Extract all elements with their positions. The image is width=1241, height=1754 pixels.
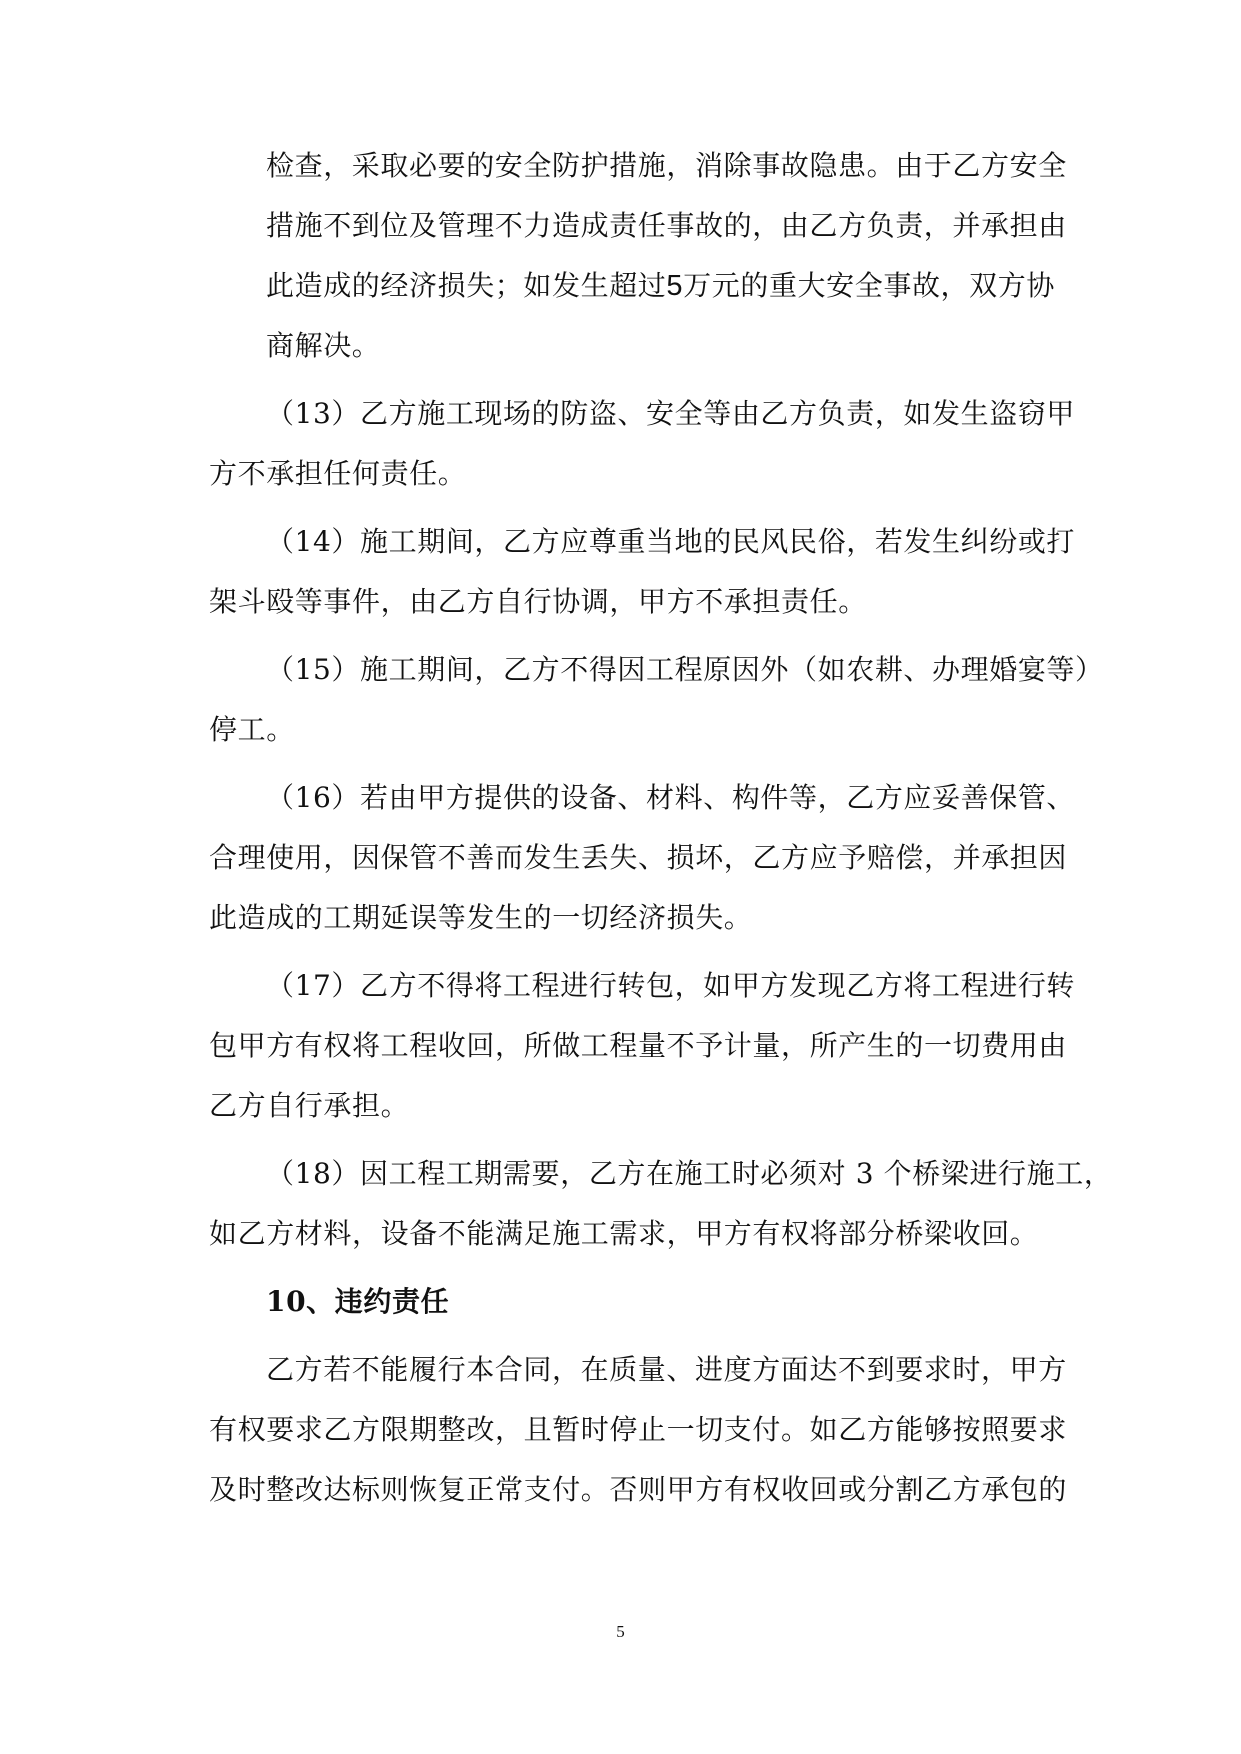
text-line: 有权要求乙方限期整改，且暂时停止一切支付。如乙方能够按照要求 xyxy=(209,1413,1068,1446)
text-line: 停工。 xyxy=(209,713,295,746)
text-line: 检查，采取必要的安全防护措施，消除事故隐患。由于乙方安全 xyxy=(266,149,1067,182)
text-line xyxy=(266,269,1055,303)
text-line: 包甲方有权将工程收回，所做工程量不予计量，所产生的一切费用由 xyxy=(209,1029,1068,1062)
text-line: 架斗殴等事件，由乙方自行协调，甲方不承担责任。 xyxy=(209,585,867,618)
clause-13-line: （13）乙方施工现场的防盗、安全等由乙方负责，如发生盗窃甲 xyxy=(266,397,1076,430)
text-line: 乙方若不能履行本合同，在质量、进度方面达不到要求时，甲方 xyxy=(266,1353,1067,1386)
clause-17-line: （17）乙方不得将工程进行转包，如甲方发现乙方将工程进行转 xyxy=(266,969,1076,1002)
page-number: 5 xyxy=(616,1622,625,1641)
text-line: 合理使用，因保管不善而发生丢失、损坏，乙方应予赔偿，并承担因 xyxy=(209,841,1068,874)
text-segment: 万元的重大安全事故，双方协 xyxy=(683,269,1055,302)
clause-15-line: （15）施工期间，乙方不得因工程原因外（如农耕、办理婚宴等） xyxy=(266,653,1104,686)
amount-number: 5 xyxy=(666,270,684,302)
text-line: 如乙方材料，设备不能满足施工需求，甲方有权将部分桥梁收回。 xyxy=(209,1217,1039,1250)
section-heading: 10、违约责任 xyxy=(266,1285,450,1318)
text-segment: 此造成的经济损失；如发生超过 xyxy=(266,269,667,302)
clause-14-line: （14）施工期间，乙方应尊重当地的民风民俗，若发生纠纷或打 xyxy=(266,525,1076,558)
text-line: 此造成的工期延误等发生的一切经济损失。 xyxy=(209,901,753,934)
text-line: 乙方自行承担。 xyxy=(209,1089,410,1122)
clause-18-line: （18）因工程工期需要，乙方在施工时必须对 3 个桥梁进行施工， xyxy=(266,1157,1113,1190)
text-line: 措施不到位及管理不力造成责任事故的，由乙方负责，并承担由 xyxy=(266,209,1067,242)
text-line: 方不承担任何责任。 xyxy=(209,457,467,490)
text-line: 及时整改达标则恢复正常支付。否则甲方有权收回或分割乙方承包的 xyxy=(209,1473,1068,1506)
clause-16-line: （16）若由甲方提供的设备、材料、构件等，乙方应妥善保管、 xyxy=(266,781,1076,814)
text-line: 商解决。 xyxy=(266,329,381,362)
